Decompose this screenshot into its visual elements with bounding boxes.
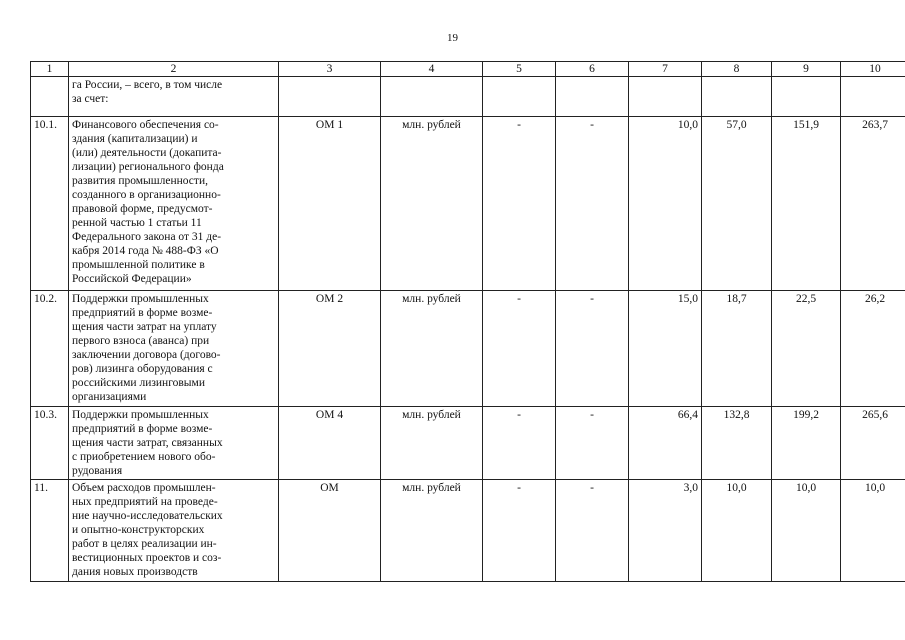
row-name: Объем расходов промышлен- ных предприятий на проведе- ние научно-исследовательских и опытно-конструкторских работ в целях реализации ин- вестиционных проектов и соз- дания новых производств	[69, 480, 279, 582]
row-code: ОМ	[279, 480, 381, 582]
row-code: ОМ 2	[279, 291, 381, 407]
row-number: 10.1.	[31, 117, 69, 291]
row-name: Поддержки промышленных предприятий в форме возме- щения части затрат, связанных с приобретением нового обо- рудования	[69, 407, 279, 480]
column-header: 7	[629, 62, 702, 77]
table-row	[31, 407, 905, 480]
column-number-row	[31, 62, 905, 77]
row-col5: -	[483, 291, 556, 407]
row-col6	[556, 77, 629, 117]
column-header: 2	[69, 62, 279, 77]
row-number	[31, 77, 69, 117]
row-col6: -	[556, 291, 629, 407]
row-col10: 263,7	[841, 117, 905, 291]
row-unit: млн. рублей	[381, 407, 483, 480]
column-header: 3	[279, 62, 381, 77]
row-col7: 3,0	[629, 480, 702, 582]
row-name: Финансового обеспечения со- здания (капитализации) и (или) деятельности (докапита- лизации) регионального фонда развития промышленности, созданного в организационно- правовой форме, предусмот- ренной частью 1 статьи 11 Федерального закона от 31 де- кабря 2014 года № 488-ФЗ «О промышленной политике в Российской Федерации»	[69, 117, 279, 291]
row-number: 10.2.	[31, 291, 69, 407]
column-header: 1	[31, 62, 69, 77]
row-col6: -	[556, 407, 629, 480]
column-header: 6	[556, 62, 629, 77]
row-col8	[702, 77, 772, 117]
row-code	[279, 77, 381, 117]
row-col9: 151,9	[772, 117, 841, 291]
row-name: Поддержки промышленных предприятий в форме возме- щения части затрат на уплату первого взноса (аванса) при заключении договора (догово- ров) лизинга оборудования с российскими лизинговыми организациями	[69, 291, 279, 407]
table-row	[31, 77, 905, 117]
row-unit: млн. рублей	[381, 480, 483, 582]
column-header: 9	[772, 62, 841, 77]
row-col6: -	[556, 117, 629, 291]
table-row	[31, 291, 905, 407]
table-row	[31, 117, 905, 291]
row-col10	[841, 77, 905, 117]
row-unit	[381, 77, 483, 117]
row-col8: 10,0	[702, 480, 772, 582]
row-col7	[629, 77, 702, 117]
row-col5: -	[483, 407, 556, 480]
row-code: ОМ 1	[279, 117, 381, 291]
column-header: 8	[702, 62, 772, 77]
column-header: 5	[483, 62, 556, 77]
row-col8: 132,8	[702, 407, 772, 480]
row-col8: 57,0	[702, 117, 772, 291]
row-col5	[483, 77, 556, 117]
row-number: 10.3.	[31, 407, 69, 480]
row-col10: 10,0	[841, 480, 905, 582]
indicators-table	[30, 61, 905, 582]
column-header: 4	[381, 62, 483, 77]
row-col8: 18,7	[702, 291, 772, 407]
row-col9: 10,0	[772, 480, 841, 582]
page-number: 19	[447, 32, 458, 44]
column-header: 10	[841, 62, 905, 77]
row-number: 11.	[31, 480, 69, 582]
row-name: га России, – всего, в том числе за счет:	[69, 77, 279, 117]
table-row	[31, 480, 905, 582]
row-unit: млн. рублей	[381, 117, 483, 291]
row-col10: 265,6	[841, 407, 905, 480]
row-col9: 199,2	[772, 407, 841, 480]
row-col7: 66,4	[629, 407, 702, 480]
row-col7: 10,0	[629, 117, 702, 291]
row-col5: -	[483, 480, 556, 582]
row-col5: -	[483, 117, 556, 291]
row-col10: 26,2	[841, 291, 905, 407]
row-col9: 22,5	[772, 291, 841, 407]
row-col7: 15,0	[629, 291, 702, 407]
row-unit: млн. рублей	[381, 291, 483, 407]
row-col6: -	[556, 480, 629, 582]
row-code: ОМ 4	[279, 407, 381, 480]
row-col9	[772, 77, 841, 117]
